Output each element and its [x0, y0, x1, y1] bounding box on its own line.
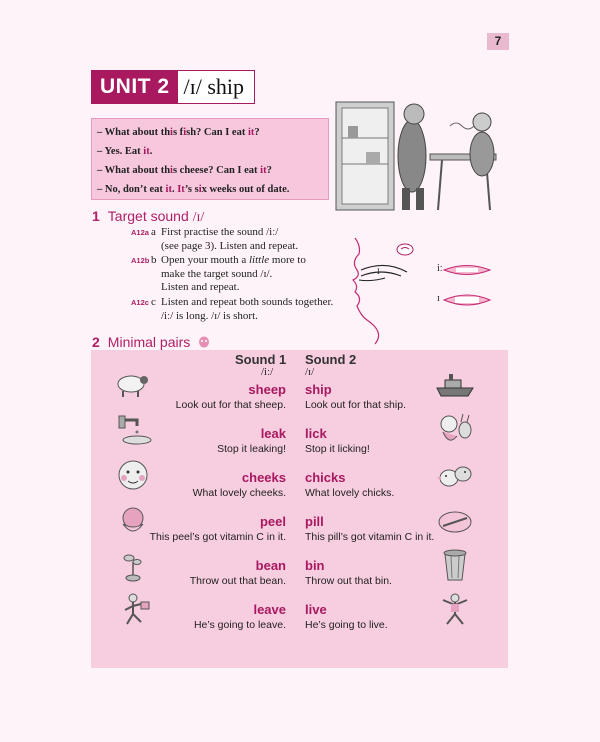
page-number: 7 [487, 33, 509, 50]
word-sound2: pill [305, 514, 324, 529]
mouth-profile-icon [345, 236, 437, 346]
word-sound1: bean [255, 558, 286, 573]
unit-heading [91, 70, 255, 104]
audio-track-icon[interactable]: A12b [131, 256, 150, 265]
word-sound1: leak [260, 426, 286, 441]
sentence-sound2: Look out for that ship. [305, 399, 406, 411]
word-sound1: leave [253, 602, 286, 617]
section1-heading: 1 Target sound /ɪ/ [92, 208, 205, 225]
happy-man-icon [435, 592, 475, 626]
unit-title: /ɪ/ ship [178, 71, 255, 103]
ship-icon [435, 368, 475, 402]
dialog-box [91, 118, 329, 200]
dialog-line-4: – No, don’t eat it. It’s six weeks out of date. [97, 184, 290, 195]
word-sound2: ship [305, 382, 332, 397]
smile-lips-icon [442, 263, 492, 277]
baby-face-icon [113, 458, 153, 492]
sound2-header: Sound 2 [305, 352, 357, 367]
chicks-icon [435, 458, 475, 492]
word-sound2: lick [305, 426, 327, 441]
pill-icon [435, 504, 475, 538]
minimal-pairs-panel [91, 350, 508, 668]
word-sound1: sheep [248, 382, 286, 397]
sentence-sound1: Throw out that bean. [189, 575, 286, 587]
unit-label: UNIT 2 [92, 71, 178, 103]
sound1-symbol: /iː/ [261, 366, 274, 378]
open-lips-icon [442, 293, 492, 307]
sound2-symbol: /ɪ/ [305, 366, 315, 378]
section2-heading: 2 Minimal pairs [92, 334, 210, 350]
dialog-line-2: – Yes. Eat it. [97, 146, 153, 157]
child-licking-icon [435, 412, 475, 446]
step-c: A12c c Listen and repeat both sounds together. /iː/ is long. /ɪ/ is short. [131, 296, 334, 322]
sentence-sound1: He’s going to leave. [193, 619, 286, 631]
sentence-sound2: Stop it licking! [305, 443, 370, 455]
leaking-tap-icon [113, 412, 153, 446]
fruit-peel-icon [113, 504, 153, 538]
sentence-sound2: This pill’s got vitamin C in it. [305, 531, 435, 543]
word-sound1: cheeks [241, 470, 286, 485]
sound1-header: Sound 1 [235, 352, 287, 367]
sentence-sound1: Look out for that sheep. [175, 399, 286, 411]
sentence-sound1: What lovely cheeks. [192, 487, 286, 499]
sheep-icon [111, 366, 151, 400]
man-leaving-icon [113, 592, 153, 626]
sentence-sound2: Throw out that bin. [305, 575, 392, 587]
word-sound2: bin [305, 558, 325, 573]
sentence-sound2: What lovely chicks. [305, 487, 395, 499]
step-a: A12a a First practise the sound /iː/ (see page 3). Listen and repeat. [131, 226, 299, 252]
svg-text:I: I [377, 267, 380, 276]
lips-label-short: ɪ [437, 293, 440, 304]
audio-track-icon[interactable]: A12c [131, 298, 149, 307]
sentence-sound1: This peel’s got vitamin C in it. [149, 531, 286, 543]
alien-icon [198, 336, 210, 348]
sentence-sound2: He’s going to live. [305, 619, 388, 631]
dialog-line-1: – What about this fish? Can I eat it? [97, 127, 260, 138]
word-sound2: live [305, 602, 327, 617]
dialog-line-3: – What about this cheese? Can I eat it? [97, 165, 272, 176]
lips-label-long: iː [437, 263, 443, 274]
audio-track-icon[interactable]: A12a [131, 228, 149, 237]
rubbish-bin-icon [435, 548, 475, 582]
sentence-sound1: Stop it leaking! [217, 443, 286, 455]
bean-sprout-icon [113, 548, 153, 582]
step-b: A12b b Open your mouth a little more to make the target sound /ɪ/. Listen and repeat. [131, 254, 306, 293]
word-sound2: chicks [305, 470, 346, 485]
word-sound1: peel [259, 514, 286, 529]
kitchen-fridge-illustration [332, 96, 506, 214]
